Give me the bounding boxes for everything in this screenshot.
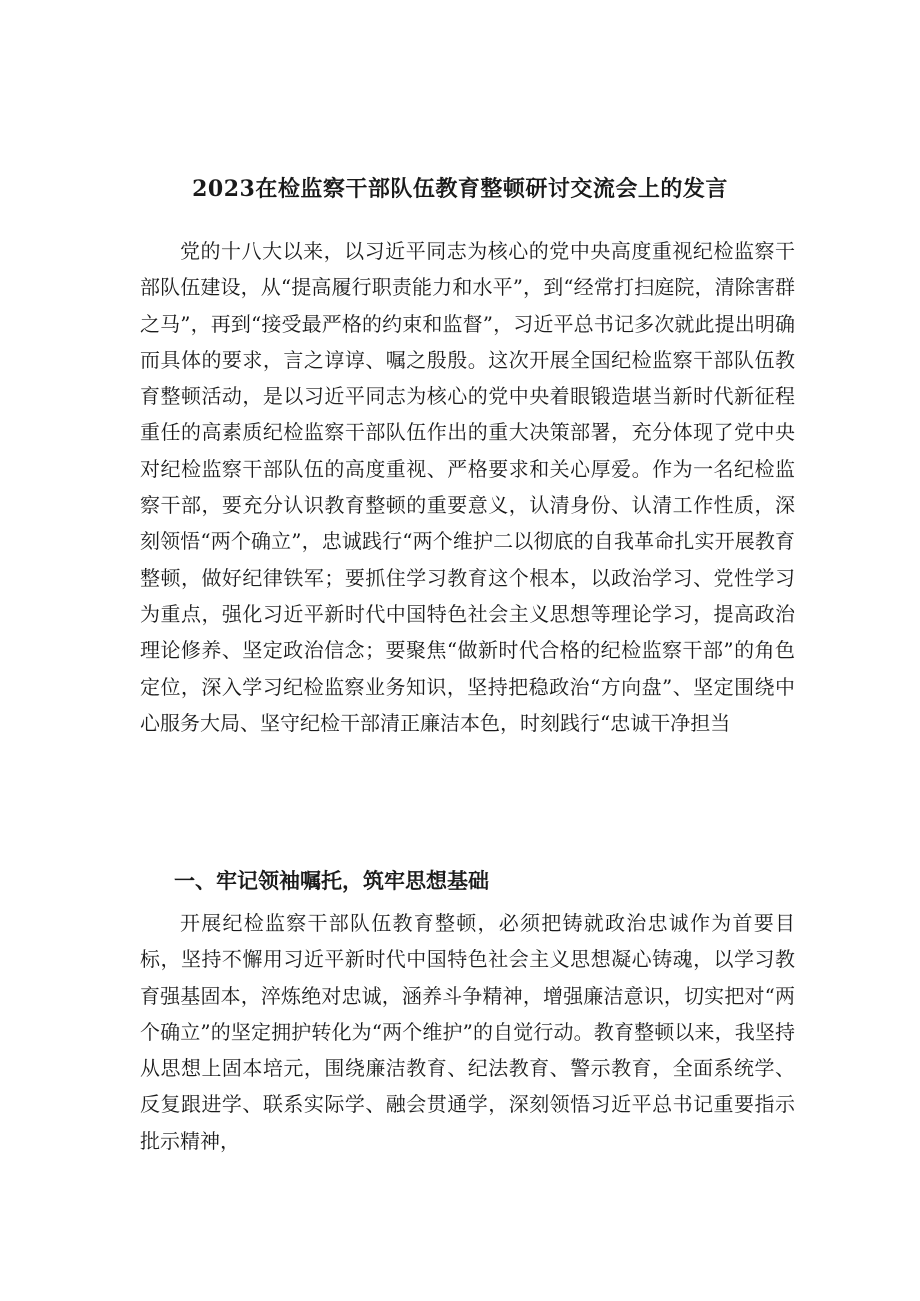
section-1-heading: 一、牢记领袖嘱托，筑牢思想基础 [174,869,489,893]
paragraph-1: 党的十八大以来，以习近平同志为核心的党中央高度重视纪检监察干部队伍建设，从“提高履行职责能力和水平”，到“经常打扫庭院，清除害群之马”，再到“接受最严格的约束和监督”，习近平总书记多次就此提出明确而具体的要求，言之谆谆、嘱之殷殷。这次开展全国纪检监察干部队伍教育整顿活动，是以习近平同志为核心的党中央着眼锻造堪当新时代新征程重任的高素质纪检监察干部队伍作出的重大决策部署，充分体现了党中央对纪检监察干部队伍的高度重视、严格要求和关心厚爱。作为一名纪检监察干部，要充分认识教育整顿的重要意义，认清身份、认清工作性质，深刻领悟“两个确立”，忠诚践行“两个维护二以彻底的自我革命扎实开展教育整顿，做好纪律铁军；要抓住学习教育这个根本，以政治学习、党性学习为重点，强化习近平新时代中国特色社会主义思想等理论学习，提高政治理论修养、坚定政治信念；要聚焦“做新时代合格的纪检监察干部”的角色定位，深入学习纪检监察业务知识，坚持把稳政治“方向盘”、坚定围绕中心服务大局、坚守纪检干部清正廉洁本色，时刻践行“忠诚干净担当 [140,239,795,735]
document-title: 2023在检监察干部队伍教育整顿研讨交流会上的发言 [192,176,728,202]
paragraph-2: 开展纪检监察干部队伍教育整顿，必须把铸就政治忠诚作为首要目标，坚持不懈用习近平新时代中国特色社会主义思想凝心铸魂，以学习教育强基固本，淬炼绝对忠诚，涵养斗争精神，增强廉洁意识，切实把对“两个确立”的坚定拥护转化为“两个维护”的自觉行动。教育整顿以来，我坚持从思想上固本培元，围绕廉洁教育、纪法教育、警示教育，全面系统学、反复跟进学、联系实际学、融会贯通学，深刻领悟习近平总书记重要指示批示精神， [140,911,795,1153]
